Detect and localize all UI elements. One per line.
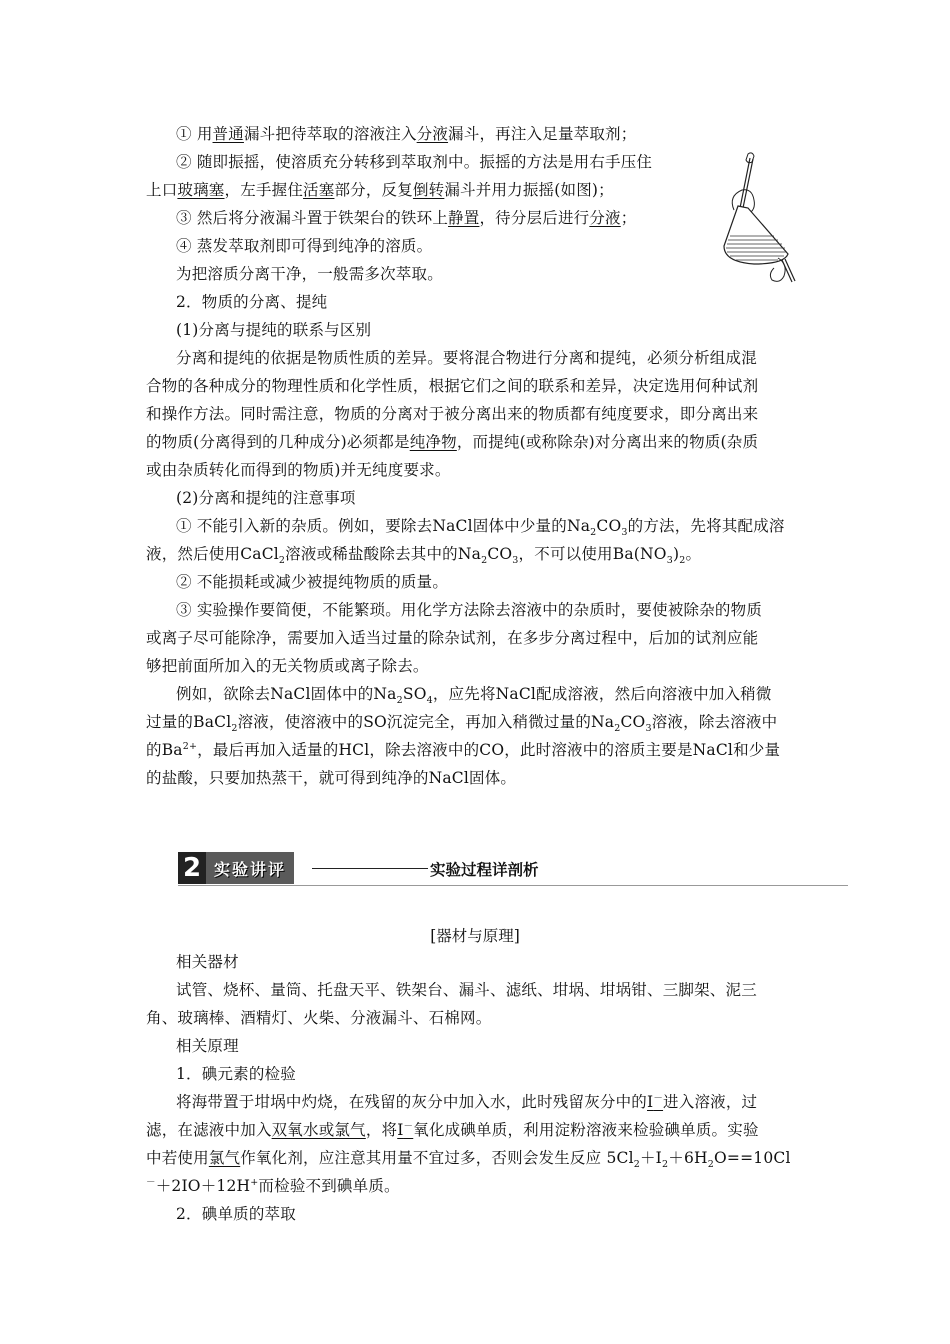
example-line-4: 的盐酸，只要加热蒸干，就可得到纯净的NaCl固体。 [146, 769, 517, 787]
section-badge [178, 852, 294, 884]
banner-title: 实验过程详剖析 [430, 861, 539, 879]
heading-separation-purification: 2．物质的分离、提纯 [176, 293, 328, 311]
banner-rule [312, 868, 428, 869]
principle-line-3: 中若使用氯气作氧化剂，应注意其用量不宜过多，否则会发生反应 $5Cl_2+I_2+6H_2O==10Cl$ [146, 1149, 791, 1171]
section-number: 2 [178, 852, 206, 884]
equipment-heading: 相关器材 [176, 953, 239, 971]
separatory-funnel-shaking-illustration [712, 150, 802, 290]
equipment-principle-title: [器材与原理] [430, 927, 520, 945]
precaution-2: ② 不能损耗或减少被提纯物质的质量。 [176, 573, 449, 591]
step-note: 为把溶质分离干净，一般需多次萃取。 [176, 265, 443, 283]
equipment-list-line-1: 试管、烧杯、量筒、托盘天平、铁架台、漏斗、滤纸、坩埚、坩埚钳、三脚架、泥三 [176, 981, 757, 999]
example-line-3: 的$Ba^{2+}$，最后再加入适量的HCl，除去溶液中的CO，此时溶液中的溶质主要是NaCl和少量 [146, 740, 781, 759]
subheading-relation-difference: (1)分离与提纯的联系与区别 [176, 321, 372, 339]
precaution-1-line-2: 液，然后使用CaCl$_2$溶液或稀盐酸除去其中的$Na_2CO_3$，不可以使用$Ba(NO_3)_2$。 [146, 545, 702, 567]
step-1: ① 用普通漏斗把待萃取的溶液注入分液漏斗，再注入足量萃取剂； [176, 125, 637, 143]
subheading-precautions: (2)分离和提纯的注意事项 [176, 489, 356, 507]
example-line-1: 例如，欲除去NaCl固体中的$Na_2SO_4$，应先将NaCl配成溶液，然后向溶液中加入稍微 [176, 685, 772, 707]
iodine-test-heading: 1．碘元素的检验 [176, 1065, 296, 1083]
paragraph-1-line: 分离和提纯的依据是物质性质的差异。要将混合物进行分离和提纯，必须分析组成混 [176, 349, 757, 367]
section-banner [178, 852, 848, 886]
paragraph-1-line: 和操作方法。同时需注意，物质的分离对于被分离出来的物质都有纯度要求，即分离出来 [146, 405, 759, 423]
principle-line-2: 滤，在滤液中加入双氧水或氯气，将I－氧化成碘单质，利用淀粉溶液来检验碘单质。实验 [146, 1120, 759, 1139]
iodine-extraction-heading: 2．碘单质的萃取 [176, 1205, 296, 1223]
principle-heading: 相关原理 [176, 1037, 239, 1055]
paragraph-1-line: 的物质(分离得到的几种成分)必须都是纯净物，而提纯(或称除杂)对分离出来的物质(杂质 [146, 433, 759, 451]
step-4: ④ 蒸发萃取剂即可得到纯净的溶质。 [176, 237, 433, 255]
section-label: 实验讲评 [214, 859, 287, 879]
step-2-line-1: ② 随即振摇，使溶质充分转移到萃取剂中。振摇的方法是用右手压住 [176, 153, 653, 171]
precaution-3-line: 够把前面所加入的无关物质或离子除去。 [146, 657, 429, 675]
equipment-list-line-2: 角、玻璃棒、酒精灯、火柴、分液漏斗、石棉网。 [146, 1009, 492, 1027]
banner-underline [178, 885, 848, 886]
paragraph-1-line: 或由杂质转化而得到的物质)并无纯度要求。 [146, 461, 451, 479]
step-2-line-2: 上口玻璃塞，左手握住活塞部分，反复倒转漏斗并用力振摇(如图)； [146, 181, 614, 199]
principle-line-4: －＋2IO＋12H+而检验不到碘单质。 [146, 1176, 400, 1195]
step-3: ③ 然后将分液漏斗置于铁架台的铁环上静置，待分层后进行分液； [176, 209, 637, 227]
paragraph-1-line: 合物的各种成分的物理性质和化学性质，根据它们之间的联系和差异，决定选用何种试剂 [146, 377, 759, 395]
principle-line-1: 将海带置于坩埚中灼烧，在残留的灰分中加入水，此时残留灰分中的I－进入溶液，过 [176, 1092, 758, 1111]
precaution-3-line: ③ 实验操作要简便，不能繁琐。用化学方法除去溶液中的杂质时，要使被除杂的物质 [176, 601, 763, 619]
precaution-1-line-1: ① 不能引入新的杂质。例如，要除去NaCl固体中少量的$Na_2CO_3$的方法，先将其配成溶 [176, 517, 785, 539]
example-line-2: 过量的BaCl$_2$溶液，使溶液中的SO沉淀完全，再加入稍微过量的$Na_2CO_3$溶液，除去溶液中 [146, 713, 778, 735]
precaution-3-line: 或离子尽可能除净，需要加入适当过量的除杂试剂，在多步分离过程中，后加的试剂应能 [146, 629, 759, 647]
